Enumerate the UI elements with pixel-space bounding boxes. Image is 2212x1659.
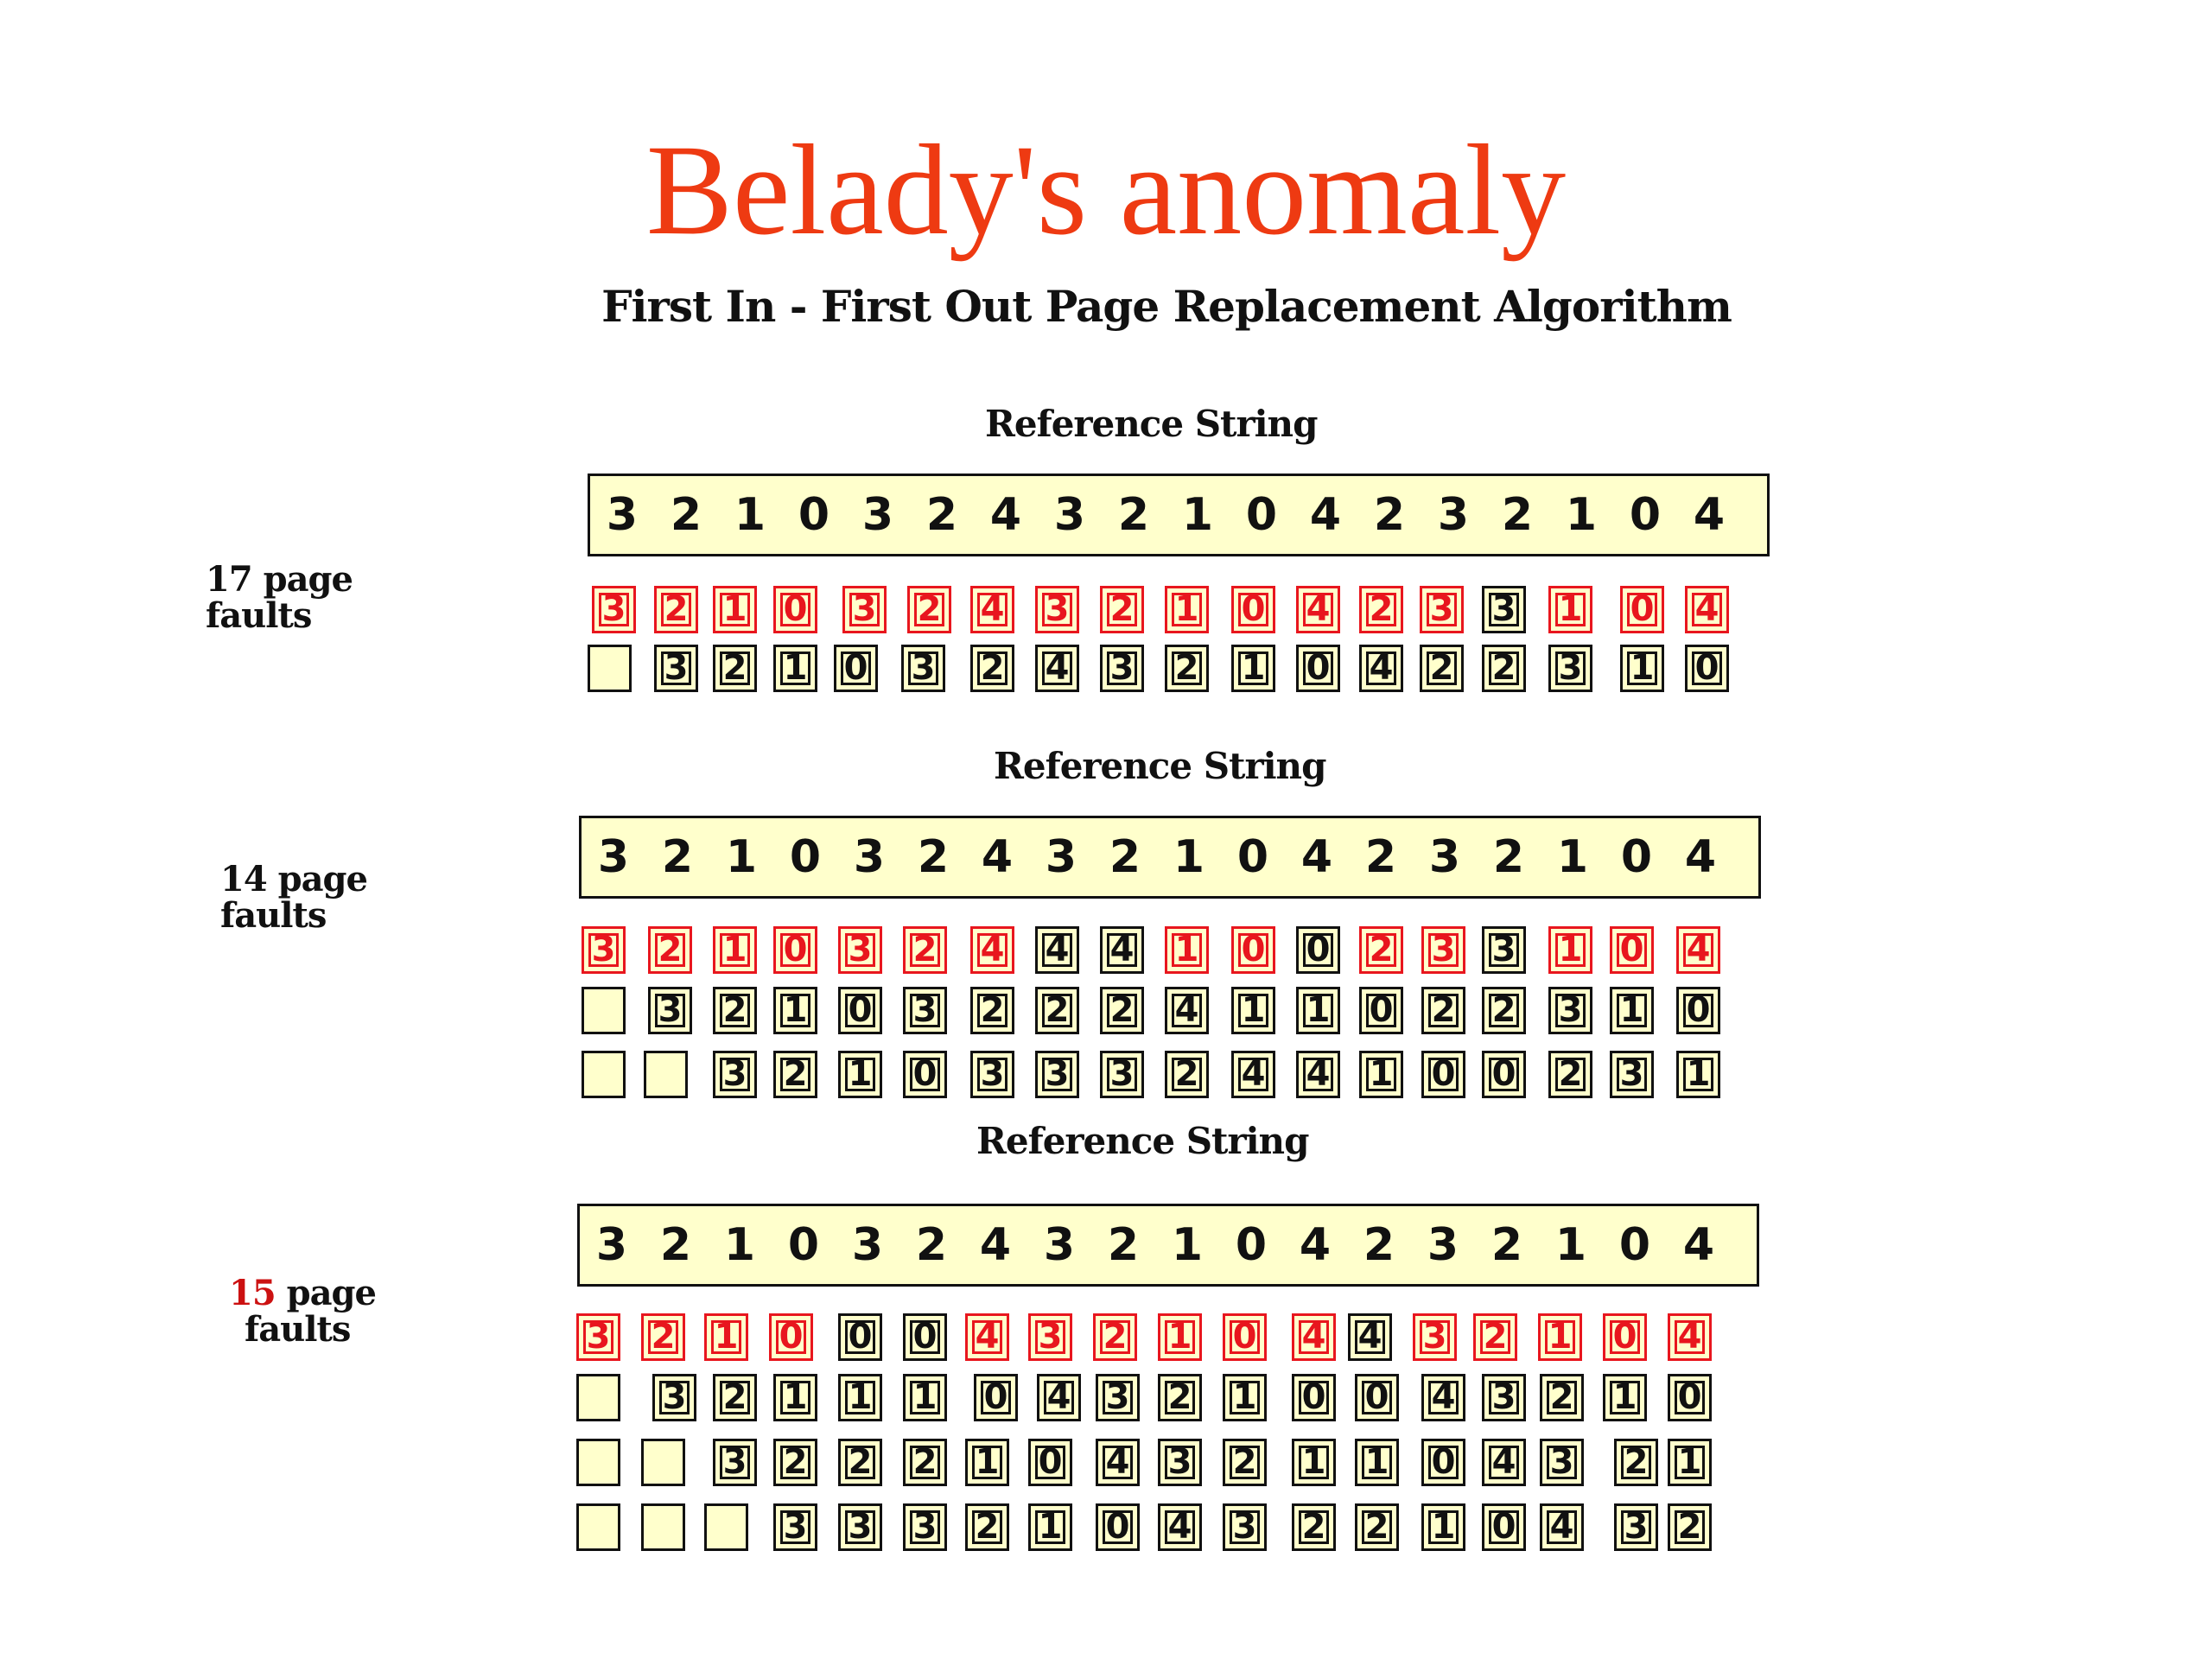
empty-frame-cell bbox=[576, 1503, 620, 1551]
reference-digit: 4 bbox=[1300, 831, 1333, 883]
frame-cell: 4 bbox=[1035, 926, 1079, 974]
page-fault-cell: 0 bbox=[769, 1313, 813, 1361]
reference-digit: 4 bbox=[1682, 1219, 1715, 1271]
frame-cell: 3 bbox=[1158, 1439, 1202, 1486]
frame-cell: 3 bbox=[1614, 1503, 1658, 1551]
reference-digit: 3 bbox=[597, 831, 630, 883]
reference-digit: 1 bbox=[1173, 831, 1205, 883]
frame-cell: 0 bbox=[1355, 1374, 1399, 1421]
frame-cell: 3 bbox=[1035, 1051, 1079, 1098]
fault-word-page: page bbox=[286, 1273, 376, 1313]
page-fault-cell: 4 bbox=[1292, 1313, 1336, 1361]
fault-label-line1 bbox=[220, 859, 367, 899]
empty-frame-cell bbox=[582, 987, 626, 1034]
empty-frame-cell bbox=[582, 1051, 626, 1098]
frame-cell: 0 bbox=[1096, 1503, 1140, 1551]
page-fault-cell: 3 bbox=[842, 586, 887, 633]
reference-digit: 2 bbox=[670, 489, 702, 541]
frame-cell: 3 bbox=[903, 1503, 947, 1551]
frame-cell: 1 bbox=[773, 1374, 817, 1421]
frame-cell: 0 bbox=[1421, 1051, 1465, 1098]
reference-digit: 2 bbox=[659, 1219, 692, 1271]
frame-cell: 1 bbox=[1231, 645, 1275, 692]
frame-cell: 3 bbox=[652, 1374, 696, 1421]
page-fault-cell: 0 bbox=[773, 926, 817, 974]
frame-cell: 3 bbox=[838, 1503, 882, 1551]
frame-cell: 3 bbox=[713, 1439, 757, 1486]
frame-cell: 2 bbox=[1292, 1503, 1336, 1551]
frame-cell: 2 bbox=[1420, 645, 1464, 692]
reference-digit: 3 bbox=[595, 1219, 628, 1271]
frame-cell: 2 bbox=[970, 645, 1014, 692]
frame-cell: 1 bbox=[1359, 1051, 1403, 1098]
page-fault-cell: 2 bbox=[1359, 586, 1403, 633]
reference-digit: 3 bbox=[1428, 831, 1461, 883]
reference-digit: 4 bbox=[979, 1219, 1012, 1271]
frame-cell: 2 bbox=[713, 1374, 757, 1421]
frame-cell: 2 bbox=[713, 987, 757, 1034]
frame-cell: 0 bbox=[1482, 1503, 1526, 1551]
frame-cell: 0 bbox=[1668, 1374, 1712, 1421]
reference-digit: 3 bbox=[1043, 1219, 1076, 1271]
reference-digit: 1 bbox=[1554, 1219, 1587, 1271]
frame-cell: 2 bbox=[773, 1439, 817, 1486]
fault-count-number: 17 bbox=[206, 559, 252, 600]
frame-cell: 2 bbox=[970, 987, 1014, 1034]
page-fault-cell: 2 bbox=[641, 1313, 685, 1361]
frame-cell: 0 bbox=[903, 1313, 947, 1361]
frame-cell: 0 bbox=[1028, 1439, 1072, 1486]
fault-count-number: 15 bbox=[229, 1273, 276, 1313]
frame-cell: 1 bbox=[1223, 1374, 1267, 1421]
page-fault-cell: 4 bbox=[970, 926, 1014, 974]
page-fault-cell: 1 bbox=[704, 1313, 748, 1361]
page-title: Belady's anomaly bbox=[645, 118, 1567, 262]
page-fault-cell: 3 bbox=[1420, 586, 1464, 633]
empty-frame-cell bbox=[588, 645, 632, 692]
reference-digit: 4 bbox=[1299, 1219, 1332, 1271]
frame-cell: 0 bbox=[1296, 926, 1340, 974]
frame-cell: 1 bbox=[1676, 1051, 1720, 1098]
reference-digit: 1 bbox=[725, 831, 758, 883]
reference-digit: 1 bbox=[1556, 831, 1589, 883]
reference-digit: 2 bbox=[1364, 831, 1397, 883]
frame-cell: 1 bbox=[903, 1374, 947, 1421]
frame-cell: 1 bbox=[1603, 1374, 1647, 1421]
frame-cell: 2 bbox=[1668, 1503, 1712, 1551]
reference-digit: 2 bbox=[1363, 1219, 1395, 1271]
frame-cell: 3 bbox=[1096, 1374, 1140, 1421]
reference-digit: 1 bbox=[1181, 489, 1214, 541]
page-fault-cell: 4 bbox=[1685, 586, 1729, 633]
page-fault-cell: 0 bbox=[1610, 926, 1654, 974]
page-fault-count-label bbox=[220, 861, 367, 934]
page-fault-cell: 1 bbox=[1158, 1313, 1202, 1361]
fault-word-faults: faults bbox=[220, 895, 327, 936]
frame-cell: 2 bbox=[1540, 1374, 1584, 1421]
reference-digit: 3 bbox=[1053, 489, 1086, 541]
frame-cell: 4 bbox=[1231, 1051, 1275, 1098]
reference-digit: 4 bbox=[989, 489, 1022, 541]
frame-cell: 1 bbox=[838, 1374, 882, 1421]
frame-cell: 0 bbox=[1482, 1051, 1526, 1098]
frame-cell: 4 bbox=[1035, 645, 1079, 692]
frame-cell: 4 bbox=[1158, 1503, 1202, 1551]
fault-label-line1 bbox=[206, 559, 353, 600]
frame-cell: 1 bbox=[1292, 1439, 1336, 1486]
page-fault-cell: 1 bbox=[1538, 1313, 1582, 1361]
reference-digit: 3 bbox=[1045, 831, 1077, 883]
reference-digit: 2 bbox=[1109, 831, 1141, 883]
frame-cell: 0 bbox=[1359, 987, 1403, 1034]
fault-word-page: page bbox=[277, 859, 367, 899]
page-fault-cell: 2 bbox=[903, 926, 947, 974]
frame-cell: 2 bbox=[838, 1439, 882, 1486]
reference-digit: 4 bbox=[1684, 831, 1717, 883]
empty-frame-cell bbox=[576, 1374, 620, 1421]
frame-cell: 2 bbox=[1165, 645, 1209, 692]
empty-frame-cell bbox=[644, 1051, 688, 1098]
reference-string-label: Reference String bbox=[976, 1120, 1309, 1162]
page-fault-cell: 3 bbox=[582, 926, 626, 974]
page-fault-cell: 2 bbox=[1093, 1313, 1137, 1361]
frame-cell: 0 bbox=[974, 1374, 1018, 1421]
frame-cell: 2 bbox=[1100, 987, 1144, 1034]
page-fault-count-label bbox=[206, 559, 353, 636]
frame-cell: 4 bbox=[1421, 1374, 1465, 1421]
frame-cell: 4 bbox=[1096, 1439, 1140, 1486]
frame-cell: 2 bbox=[773, 1051, 817, 1098]
frame-cell: 0 bbox=[1676, 987, 1720, 1034]
frame-cell: 3 bbox=[901, 645, 945, 692]
reference-digit: 0 bbox=[1235, 1219, 1268, 1271]
reference-digit: 0 bbox=[1618, 1219, 1651, 1271]
frame-cell: 1 bbox=[1296, 987, 1340, 1034]
frame-cell: 2 bbox=[1158, 1374, 1202, 1421]
frame-cell: 2 bbox=[1421, 987, 1465, 1034]
frame-cell: 4 bbox=[1165, 987, 1209, 1034]
reference-digit: 0 bbox=[787, 1219, 820, 1271]
page-fault-cell: 4 bbox=[965, 1313, 1009, 1361]
reference-digit: 2 bbox=[1491, 1219, 1523, 1271]
frame-cell: 0 bbox=[834, 645, 878, 692]
frame-cell: 2 bbox=[1035, 987, 1079, 1034]
page-fault-count-label bbox=[229, 1275, 376, 1348]
page-fault-cell: 1 bbox=[1165, 586, 1209, 633]
frame-cell: 2 bbox=[1165, 1051, 1209, 1098]
reference-digit: 0 bbox=[1629, 489, 1662, 541]
reference-digit: 1 bbox=[723, 1219, 756, 1271]
page-fault-cell: 3 bbox=[1028, 1313, 1072, 1361]
reference-digit: 4 bbox=[1309, 489, 1342, 541]
frame-cell: 3 bbox=[1100, 645, 1144, 692]
frame-cell: 2 bbox=[965, 1503, 1009, 1551]
page-fault-cell: 1 bbox=[713, 586, 757, 633]
reference-digit: 0 bbox=[1245, 489, 1278, 541]
frame-cell: 3 bbox=[654, 645, 698, 692]
frame-cell: 0 bbox=[1296, 645, 1340, 692]
frame-cell: 1 bbox=[773, 645, 817, 692]
page-fault-cell: 0 bbox=[1223, 1313, 1267, 1361]
page-fault-cell: 1 bbox=[1165, 926, 1209, 974]
frame-cell: 3 bbox=[648, 987, 692, 1034]
frame-cell: 3 bbox=[773, 1503, 817, 1551]
frame-cell: 1 bbox=[1231, 987, 1275, 1034]
reference-digit: 3 bbox=[1427, 1219, 1459, 1271]
reference-digit: 1 bbox=[1565, 489, 1598, 541]
frame-cell: 0 bbox=[1421, 1439, 1465, 1486]
reference-digit: 0 bbox=[1620, 831, 1653, 883]
page-fault-cell: 2 bbox=[648, 926, 692, 974]
reference-digit: 2 bbox=[1373, 489, 1406, 541]
reference-digit: 3 bbox=[1437, 489, 1470, 541]
reference-digit: 2 bbox=[917, 831, 950, 883]
frame-cell: 2 bbox=[1482, 987, 1526, 1034]
page-fault-cell: 3 bbox=[838, 926, 882, 974]
page-fault-cell: 0 bbox=[773, 586, 817, 633]
page-fault-cell: 1 bbox=[713, 926, 757, 974]
frame-cell: 3 bbox=[970, 1051, 1014, 1098]
frame-cell: 1 bbox=[1355, 1439, 1399, 1486]
reference-digit: 2 bbox=[1107, 1219, 1140, 1271]
frame-cell: 2 bbox=[1614, 1439, 1658, 1486]
reference-digit: 3 bbox=[861, 489, 894, 541]
page-fault-cell: 2 bbox=[1473, 1313, 1517, 1361]
reference-digit: 3 bbox=[606, 489, 639, 541]
empty-frame-cell bbox=[704, 1503, 748, 1551]
page-fault-cell: 3 bbox=[1413, 1313, 1457, 1361]
page-fault-cell: 2 bbox=[1100, 586, 1144, 633]
frame-cell: 2 bbox=[1548, 1051, 1592, 1098]
reference-digit: 0 bbox=[789, 831, 822, 883]
reference-digit: 0 bbox=[1236, 831, 1269, 883]
frame-cell: 3 bbox=[903, 987, 947, 1034]
page-fault-cell: 1 bbox=[1548, 926, 1592, 974]
frame-cell: 3 bbox=[1223, 1503, 1267, 1551]
fault-count-number: 14 bbox=[220, 859, 267, 899]
frame-cell: 2 bbox=[713, 645, 757, 692]
frame-cell: 4 bbox=[1100, 926, 1144, 974]
page-fault-cell: 0 bbox=[1603, 1313, 1647, 1361]
frame-cell: 4 bbox=[1482, 1439, 1526, 1486]
frame-cell: 4 bbox=[1359, 645, 1403, 692]
empty-frame-cell bbox=[641, 1439, 685, 1486]
reference-digit: 0 bbox=[798, 489, 830, 541]
frame-cell: 3 bbox=[1548, 645, 1592, 692]
page-fault-cell: 0 bbox=[1620, 586, 1664, 633]
reference-string-label: Reference String bbox=[994, 745, 1326, 787]
reference-digit: 4 bbox=[1693, 489, 1726, 541]
reference-digit: 1 bbox=[734, 489, 766, 541]
frame-cell: 1 bbox=[1610, 987, 1654, 1034]
reference-digit: 3 bbox=[853, 831, 886, 883]
page-fault-cell: 3 bbox=[1421, 926, 1465, 974]
empty-frame-cell bbox=[576, 1439, 620, 1486]
frame-cell: 1 bbox=[1028, 1503, 1072, 1551]
fault-label-line1 bbox=[229, 1273, 376, 1313]
reference-digit: 3 bbox=[851, 1219, 884, 1271]
algorithm-subtitle: First In - First Out Page Replacement Algorithm bbox=[601, 281, 1732, 332]
empty-frame-cell bbox=[641, 1503, 685, 1551]
page-fault-cell: 2 bbox=[654, 586, 698, 633]
reference-digit: 2 bbox=[1492, 831, 1525, 883]
frame-cell: 4 bbox=[1037, 1374, 1081, 1421]
reference-string-label: Reference String bbox=[985, 403, 1318, 445]
frame-cell: 0 bbox=[1292, 1374, 1336, 1421]
frame-cell: 3 bbox=[1482, 586, 1526, 633]
reference-digit: 2 bbox=[1501, 489, 1534, 541]
fault-word-faults: faults bbox=[206, 595, 312, 636]
reference-digit: 2 bbox=[915, 1219, 948, 1271]
page-fault-cell: 3 bbox=[592, 586, 636, 633]
reference-digit: 2 bbox=[1117, 489, 1150, 541]
page-fault-cell: 3 bbox=[576, 1313, 620, 1361]
page-fault-cell: 1 bbox=[1548, 586, 1592, 633]
frame-cell: 1 bbox=[1668, 1439, 1712, 1486]
frame-cell: 0 bbox=[1685, 645, 1729, 692]
frame-cell: 2 bbox=[1355, 1503, 1399, 1551]
frame-cell: 2 bbox=[1223, 1439, 1267, 1486]
frame-cell: 3 bbox=[1100, 1051, 1144, 1098]
page-fault-cell: 0 bbox=[1231, 926, 1275, 974]
frame-cell: 2 bbox=[903, 1439, 947, 1486]
frame-cell: 3 bbox=[1548, 987, 1592, 1034]
reference-digit: 2 bbox=[925, 489, 958, 541]
frame-cell: 3 bbox=[1610, 1051, 1654, 1098]
frame-cell: 4 bbox=[1348, 1313, 1392, 1361]
frame-cell: 4 bbox=[1296, 1051, 1340, 1098]
frame-cell: 0 bbox=[838, 987, 882, 1034]
frame-cell: 1 bbox=[1421, 1503, 1465, 1551]
frame-cell: 3 bbox=[1540, 1439, 1584, 1486]
page-fault-cell: 4 bbox=[1668, 1313, 1712, 1361]
page-fault-cell: 2 bbox=[907, 586, 951, 633]
frame-cell: 1 bbox=[965, 1439, 1009, 1486]
frame-cell: 3 bbox=[1482, 926, 1526, 974]
frame-cell: 4 bbox=[1540, 1503, 1584, 1551]
page-fault-cell: 4 bbox=[1676, 926, 1720, 974]
frame-cell: 3 bbox=[1482, 1374, 1526, 1421]
frame-cell: 2 bbox=[1482, 645, 1526, 692]
fault-word-faults: faults bbox=[245, 1309, 351, 1350]
page-fault-cell: 4 bbox=[970, 586, 1014, 633]
frame-cell: 0 bbox=[903, 1051, 947, 1098]
frame-cell: 1 bbox=[1620, 645, 1664, 692]
frame-cell: 1 bbox=[838, 1051, 882, 1098]
reference-digit: 2 bbox=[661, 831, 694, 883]
frame-cell: 0 bbox=[838, 1313, 882, 1361]
frame-cell: 3 bbox=[713, 1051, 757, 1098]
fault-word-page: page bbox=[263, 559, 353, 600]
page-fault-cell: 0 bbox=[1231, 586, 1275, 633]
reference-digit: 4 bbox=[981, 831, 1014, 883]
frame-cell: 1 bbox=[773, 987, 817, 1034]
page-fault-cell: 2 bbox=[1359, 926, 1403, 974]
page-fault-cell: 4 bbox=[1296, 586, 1340, 633]
page-fault-cell: 3 bbox=[1035, 586, 1079, 633]
reference-digit: 1 bbox=[1171, 1219, 1204, 1271]
